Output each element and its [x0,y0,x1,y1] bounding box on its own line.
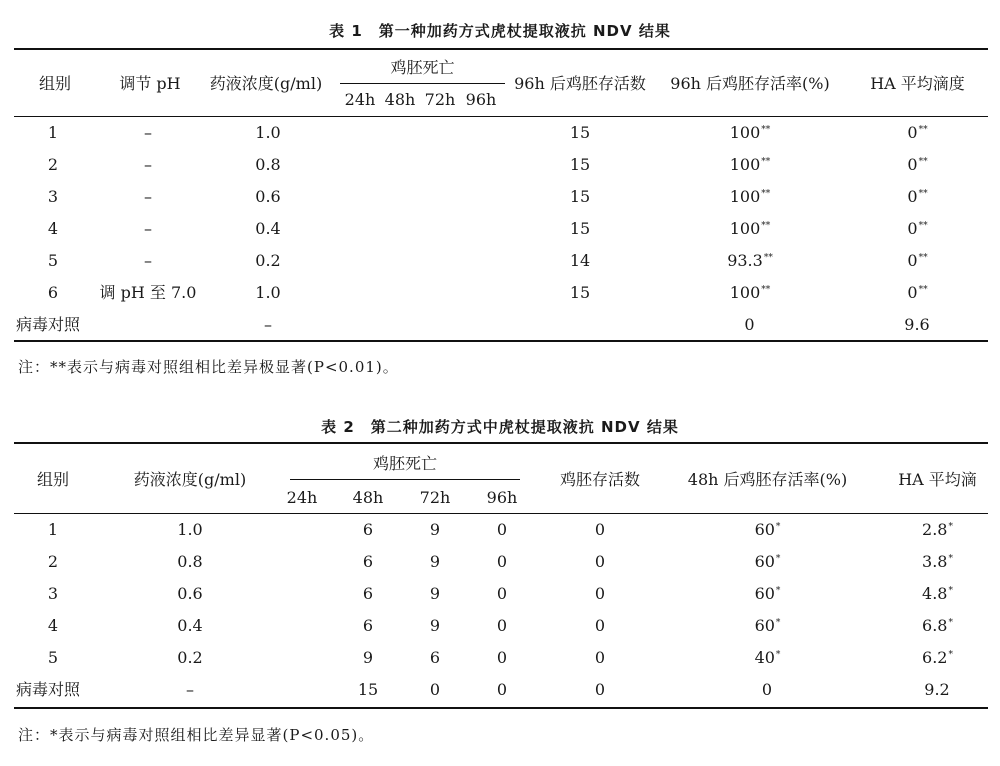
table2-row3-96h: 0 [496,584,508,603]
table1-row4-ph: – [144,219,152,238]
table1-row5-count: 14 [569,251,591,270]
table2-row5-48h: 9 [362,648,374,667]
table1-row7-rate: 0 [744,315,755,334]
table1-row1-rate: 100** [729,123,771,142]
table1-row6-rate: 100** [729,283,771,302]
significance-mark: ** [763,252,773,263]
significance-mark: * [948,553,953,564]
table2-row6-conc: – [186,680,194,699]
table2-row6-ha: 9.2 [924,680,950,699]
table1-row1-ha: 0** [907,123,928,142]
table1-row6-group: 6 [47,283,59,302]
table2-row6-48h: 15 [357,680,379,699]
table1-row4-ha: 0** [907,219,928,238]
table1-row6-conc: 1.0 [255,283,281,302]
table2-row1-ha: 2.8* [922,520,953,539]
table1-row5-ph: – [144,251,152,270]
significance-mark: ** [918,156,928,167]
table2-row2-rate: 60* [754,552,781,571]
table2-row1-count: 0 [594,520,606,539]
table1-row4-conc: 0.4 [255,219,281,238]
table2-row5-96h: 0 [496,648,508,667]
table2-row2-72h: 9 [429,552,441,571]
significance-mark: ** [918,188,928,199]
table2-row1-48h: 6 [362,520,374,539]
table2-header-conc: 药液浓度(g/ml) [133,470,247,489]
table2-row3-72h: 9 [429,584,441,603]
table2-row4-group: 4 [47,616,59,635]
table1-header-ph: 调节 pH [119,74,181,93]
table2-header-72h: 72h [419,488,451,507]
table1-header-ha: HA 平均滴度 [870,74,965,93]
table2-row4-48h: 6 [362,616,374,635]
table2-row4-72h: 9 [429,616,441,635]
table1-row6-ph: 调 pH 至 7.0 [99,283,197,302]
table2-row3-count: 0 [594,584,606,603]
table2-row6-96h: 0 [496,680,508,699]
significance-mark: ** [918,124,928,135]
table1-row5-group: 5 [47,251,59,270]
significance-mark: * [775,553,781,564]
significance-mark: * [775,521,781,532]
table1-top-rule [14,48,988,50]
table2-header-96h: 96h [486,488,518,507]
table1-row3-count: 15 [569,187,591,206]
table1-header-survive-count: 96h 后鸡胚存活数 [514,74,646,93]
table2-row6-group: 病毒对照 [16,680,81,699]
significance-mark: ** [918,220,928,231]
table2-row4-count: 0 [594,616,606,635]
table2-header-death: 鸡胚死亡 [372,454,437,473]
significance-mark: ** [761,156,771,167]
table2-row4-rate: 60* [754,616,781,635]
table1-row5-conc: 0.2 [255,251,281,270]
table1-header-24h: 24h [344,90,376,109]
table2-death-subrule [290,479,520,480]
table2-row3-group: 3 [47,584,59,603]
table1-header-death: 鸡胚死亡 [390,58,455,77]
table2-header-rule [14,513,988,514]
table2-header-ha: HA 平均滴 [898,470,977,489]
table1-row3-rate: 100** [729,187,771,206]
table1-row4-count: 15 [569,219,591,238]
table1-row3-ph: – [144,187,152,206]
table2-header-48h: 48h [352,488,384,507]
table2-row1-72h: 9 [429,520,441,539]
table1-header-survive-rate: 96h 后鸡胚存活率(%) [670,74,830,93]
significance-mark: * [775,617,781,628]
table1-row1-conc: 1.0 [255,123,281,142]
table1-row1-group: 1 [47,123,59,142]
table1-header-rule [14,116,988,117]
table2-row5-conc: 0.2 [177,648,203,667]
significance-mark: * [948,649,953,660]
table2-row6-count: 0 [594,680,606,699]
table2-row2-group: 2 [47,552,59,571]
table2-row3-ha: 4.8* [922,584,953,603]
table2-row5-72h: 6 [429,648,441,667]
table1-row6-ha: 0** [907,283,928,302]
table2-row5-count: 0 [594,648,606,667]
table1-header-72h: 72h [424,90,456,109]
table1-row4-group: 4 [47,219,59,238]
table2-row1-group: 1 [47,520,59,539]
significance-mark: ** [918,284,928,295]
significance-mark: ** [761,188,771,199]
table2-header-24h: 24h [286,488,318,507]
table1-row1-count: 15 [569,123,591,142]
table1-row6-count: 15 [569,283,591,302]
table1-row3-conc: 0.6 [255,187,281,206]
table2-row1-conc: 1.0 [177,520,203,539]
table1-row7-ha: 9.6 [904,315,930,334]
table2-row4-conc: 0.4 [177,616,203,635]
table1-row2-count: 15 [569,155,591,174]
table1-row4-rate: 100** [729,219,771,238]
table2-row3-conc: 0.6 [177,584,203,603]
table2-row2-conc: 0.8 [177,552,203,571]
table2-row5-ha: 6.2* [922,648,953,667]
table2-row5-rate: 40* [754,648,781,667]
table2-row6-72h: 0 [429,680,441,699]
table2-top-rule [14,442,988,444]
table1-row7-group: 病毒对照 [16,315,81,334]
significance-mark: * [948,585,953,596]
table1-death-subrule [340,83,505,84]
table1-note: 注：**表示与病毒对照组相比差异极显著(P<0.01)。 [18,358,399,376]
table1-caption: 表 1 第一种加药方式虎杖提取液抗 NDV 结果 [329,22,671,40]
table2-row5-group: 5 [47,648,59,667]
significance-mark: ** [761,220,771,231]
table1-bottom-rule [14,340,988,342]
table2-header-survive-count: 鸡胚存活数 [559,470,640,489]
table2-row1-96h: 0 [496,520,508,539]
table2-row1-rate: 60* [754,520,781,539]
table1-row2-ha: 0** [907,155,928,174]
table1-header-group: 组别 [38,74,71,93]
table2-header-survive-rate: 48h 后鸡胚存活率(%) [687,470,848,489]
table1-row7-conc: – [264,315,272,334]
table1-row2-ph: – [144,155,152,174]
table1-row2-conc: 0.8 [255,155,281,174]
table1-row5-rate: 93.3** [727,251,773,270]
table2-row2-96h: 0 [496,552,508,571]
table2-row3-rate: 60* [754,584,781,603]
table2-row2-count: 0 [594,552,606,571]
significance-mark: ** [761,124,771,135]
significance-mark: * [775,649,781,660]
table2-row3-48h: 6 [362,584,374,603]
table2-row2-ha: 3.8* [922,552,953,571]
table2-row6-rate: 0 [761,680,773,699]
table1-row2-group: 2 [47,155,59,174]
significance-mark: * [775,585,781,596]
table1-row3-group: 3 [47,187,59,206]
table1-row3-ha: 0** [907,187,928,206]
table2-bottom-rule [14,707,988,709]
significance-mark: ** [918,252,928,263]
table2-row2-48h: 6 [362,552,374,571]
significance-mark: ** [761,284,771,295]
significance-mark: * [948,617,953,628]
table2-row4-ha: 6.8* [922,616,953,635]
table1-row2-rate: 100** [729,155,771,174]
table1-header-48h: 48h [384,90,416,109]
table1-header-96h: 96h [465,90,497,109]
table1-row1-ph: – [144,123,152,142]
table2-row4-96h: 0 [496,616,508,635]
significance-mark: * [948,521,953,532]
table1-header-conc: 药液浓度(g/ml) [209,74,323,93]
table1-row5-ha: 0** [907,251,928,270]
table2-header-group: 组别 [36,470,69,489]
table2-caption: 表 2 第二种加药方式中虎杖提取液抗 NDV 结果 [321,418,679,436]
table2-note: 注：*表示与病毒对照组相比差异显著(P<0.05)。 [18,726,375,744]
